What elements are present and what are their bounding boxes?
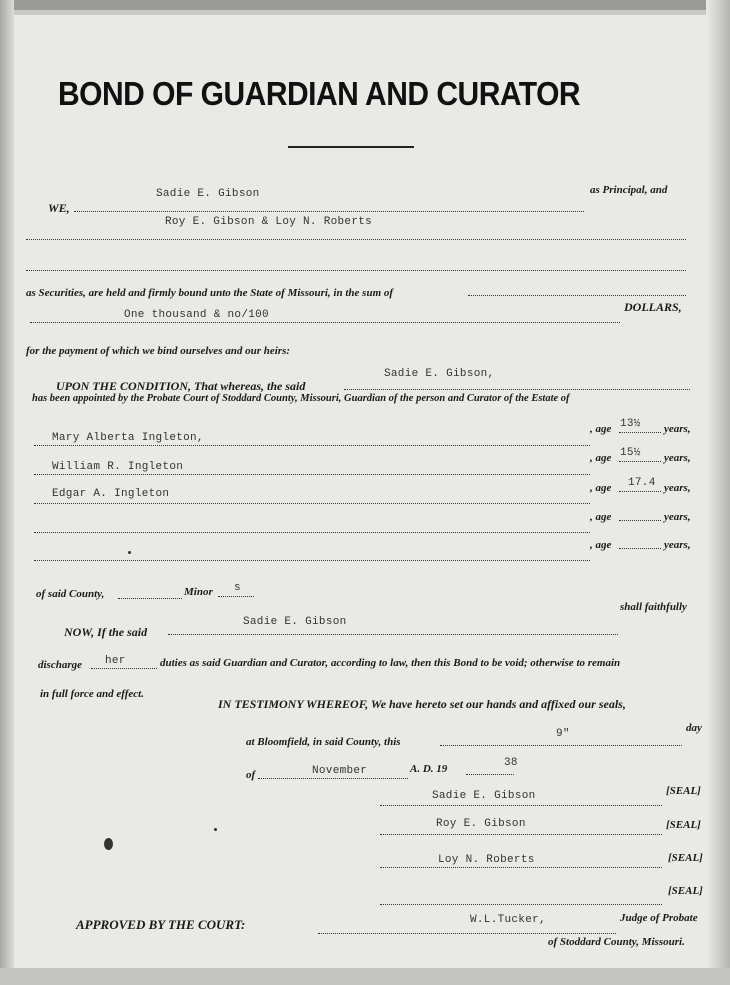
minor-line [34,560,590,561]
dollars-label: DOLLARS, [624,300,682,314]
signature-name: Sadie E. Gibson [432,790,536,802]
now-text: NOW, If the said [64,625,148,639]
testimony-text: IN TESTIMONY WHEREOF, We have hereto set our hands and affixed our seals, [218,697,626,711]
ad-label: A. D. 19 [410,763,448,775]
scan-edge-bottom [0,968,730,985]
county-label: of said County, [36,588,105,600]
faithfully-label: shall faithfully [620,601,687,613]
minor-name: Mary Alberta Ingleton, [52,432,204,444]
seal-label: [SEAL] [666,819,701,831]
minor-label: Minor [184,586,213,598]
minor-line [34,474,590,475]
signature-line [380,904,662,905]
scan-edge-left [0,0,14,985]
ink-blot [104,838,113,850]
scan-edge-top-band [0,10,730,15]
signature-line [380,805,662,806]
now-line [168,634,618,635]
age-label: , age [590,539,612,551]
age-line [619,520,661,521]
county-line [118,598,182,599]
years-label: years, [664,452,691,464]
age-label: , age [590,452,612,464]
age-label: , age [590,482,612,494]
age-label: , age [590,423,612,435]
approved-label: APPROVED BY THE COURT: [76,917,246,932]
guardian-name: Sadie E. Gibson, [384,368,495,380]
minor-line [34,445,590,446]
minor-age: 15½ [620,447,641,459]
principal-name: Sadie E. Gibson [156,188,260,200]
securities-line-1 [26,239,686,240]
securities-text: as Securities, are held and firmly bound unto the State of Missouri, in the sum of [26,287,394,299]
year: 38 [504,757,518,769]
signature-name: Roy E. Gibson [436,818,526,830]
sum-amount: One thousand & no/100 [124,309,269,321]
judge-line [318,933,616,934]
minor-age: 17.4 [628,477,656,489]
signature-name: Loy N. Roberts [438,854,535,866]
condition-text: UPON THE CONDITION, That whereas, the said [56,379,306,393]
minor-suffix: s [234,582,241,594]
age-line [619,548,661,549]
ink-dot [214,828,217,831]
we-label: WE, [48,201,70,215]
scan-edge-top [0,0,730,10]
age-label: , age [590,511,612,523]
signature-line [380,867,662,868]
age-line [619,491,661,492]
month-line [258,778,408,779]
year-line [466,774,514,775]
now-name: Sadie E. Gibson [243,616,347,628]
minor-name: Edgar A. Ingleton [52,488,170,500]
appointed-text: has been appointed by the Probate Court of Stoddard County, Missouri, Guardian of the person and Curator of the Estate of [32,393,570,404]
years-label: years, [664,423,691,435]
seal-label: [SEAL] [668,885,703,897]
years-label: years, [664,539,691,551]
securities-line-2 [26,270,686,271]
force-text: in full force and effect. [40,688,144,700]
duties-text: duties as said Guardian and Curator, according to law, then this Bond to be void; otherwise to remain [160,657,621,669]
title-underline [288,146,414,148]
day-number: 9" [556,728,570,740]
month: November [312,765,368,777]
minor-name: William R. Ingleton [52,461,184,473]
bloomfield-text: at Bloomfield, in said County, this [246,736,401,748]
document-title: BOND OF GUARDIAN AND CURATOR [58,76,581,113]
judge-title: Judge of Probate [620,912,698,924]
signature-line [380,834,662,835]
judge-name: W.L.Tucker, [470,914,546,926]
day-line [440,745,682,746]
guardian-line [344,389,690,390]
years-label: years, [664,511,691,523]
seal-label: [SEAL] [668,852,703,864]
as-principal-label: as Principal, and [590,184,668,196]
day-label: day [686,722,702,734]
years-label: years, [664,482,691,494]
pronoun-line [91,668,157,669]
minor-line [34,532,590,533]
scan-edge-right [706,0,730,985]
minor-line [34,503,590,504]
judge-county: of Stoddard County, Missouri. [548,936,685,948]
age-line [619,461,661,462]
sum-line [468,295,686,296]
seal-label: [SEAL] [666,785,701,797]
age-line [619,432,661,433]
amount-line [30,322,620,323]
discharge-label: discharge [38,659,82,671]
of-label: of [246,769,256,781]
ink-dot [128,551,131,554]
minor-suffix-line [218,596,254,597]
principal-line [74,211,584,212]
minor-age: 13½ [620,418,641,430]
securities-names: Roy E. Gibson & Loy N. Roberts [165,216,373,228]
payment-text: for the payment of which we bind ourselves and our heirs: [26,345,291,357]
pronoun: her [105,655,126,667]
